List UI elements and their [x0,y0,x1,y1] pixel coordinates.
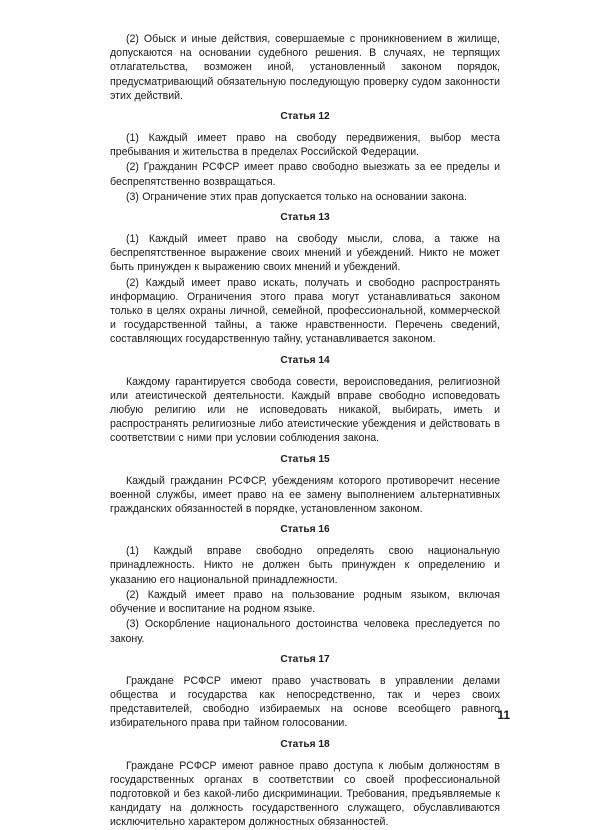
article-heading: Статья 16 [280,524,330,536]
article-paragraph: Каждый гражданин РСФСР, убеждениям которого противоречит несение военной службы, имеет право на ее замену выполнением альтернативных гражданских обязанностей в порядке, установленном законом. [110,474,500,516]
article-paragraph: Граждане РСФСР имеют равное право доступа к любым должностям в государственных органах в соответствии со своей профессиональной подготовкой и без какой-либо дискриминации. Требования, предъявляемые к кандидату на должность государственного служащего, обуславливаются исключительно характером должностных обязанностей. [110,759,500,829]
article-17 [110,654,500,731]
article-paragraph: (2) Гражданин РСФСР имеет право свободно выезжать за ее пределы и беспрепятственно возвращаться. [110,161,500,188]
article-paragraph: (3) Ограничение этих прав допускается только на основании закона. [126,190,467,203]
article-paragraph: (3) Оскорбление национального достоинства человека преследуется по закону. [110,618,500,645]
article-18 [110,739,500,830]
article-15 [110,454,500,517]
article-paragraph: (1) Каждый имеет право на свободу мысли, слова, а также на беспрепятственное выражение своих мнений и убеждений. Никто не может быть принужден к выражению своих мнений и убеждений. [110,233,500,274]
article-heading: Статья 15 [280,453,330,465]
page-number: 11 [497,707,510,722]
article-12 [110,111,500,204]
article-heading: Статья 13 [280,212,330,224]
article-paragraph: (2) Каждый имеет право искать, получать и свободно распространять информацию. Ограничения этого права могут устанавливаться законом только в целях охраны личной, семейной, профессиональной, коммерческой и государственной тайны, а также нравственности. Перечень сведений, составляющих государственную тайну, устанавливается законом. [110,276,500,346]
intro-paragraph: (2) Обыск и иные действия, совершаемые с проникновением в жилище, допускаются на основании судебного решения. В случаях, не терпящих отлагательства, возможен иной, установленный законом порядок, предусматривающий обязательную последующую проверку судом законности этих действий. [110,33,500,102]
article-heading: Статья 14 [280,354,330,366]
article-paragraph: (1) Каждый вправе свободно определять свою национальную принадлежность. Никто не должен быть принужден к определению и указанию его национальной принадлежности. [110,545,500,586]
article-heading: Статья 18 [280,738,330,750]
article-13 [110,212,500,347]
article-heading: Статья 17 [280,653,330,665]
article-14 [110,355,500,446]
article-paragraph: Граждане РСФСР имеют право участвовать в управлении делами общества и государства как непосредственно, так и через своих представителей, свободно избираемых на основе всеобщего равного избирательного права при тайном голосовании. [110,674,500,730]
article-heading: Статья 12 [280,111,330,123]
article-paragraph: (2) Каждый имеет право на пользование родным языком, включая обучение и воспитание на родном языке. [110,588,500,616]
article-16 [110,524,500,645]
intro-block [110,32,500,103]
article-paragraph: (1) Каждый имеет право на свободу передвижения, выбор места пребывания и жительства в пределах Российской Федерации. [110,132,500,159]
article-paragraph: Каждому гарантируется свобода совести, вероисповедания, религиозной или атеистической деятельности. Каждый вправе свободно исповедовать любую религию или не исповедовать никакой, выбирать, иметь и распространять религиозные либо атеистические убеждения и действовать в соответствии с ними при условии соблюдения закона. [110,375,500,445]
